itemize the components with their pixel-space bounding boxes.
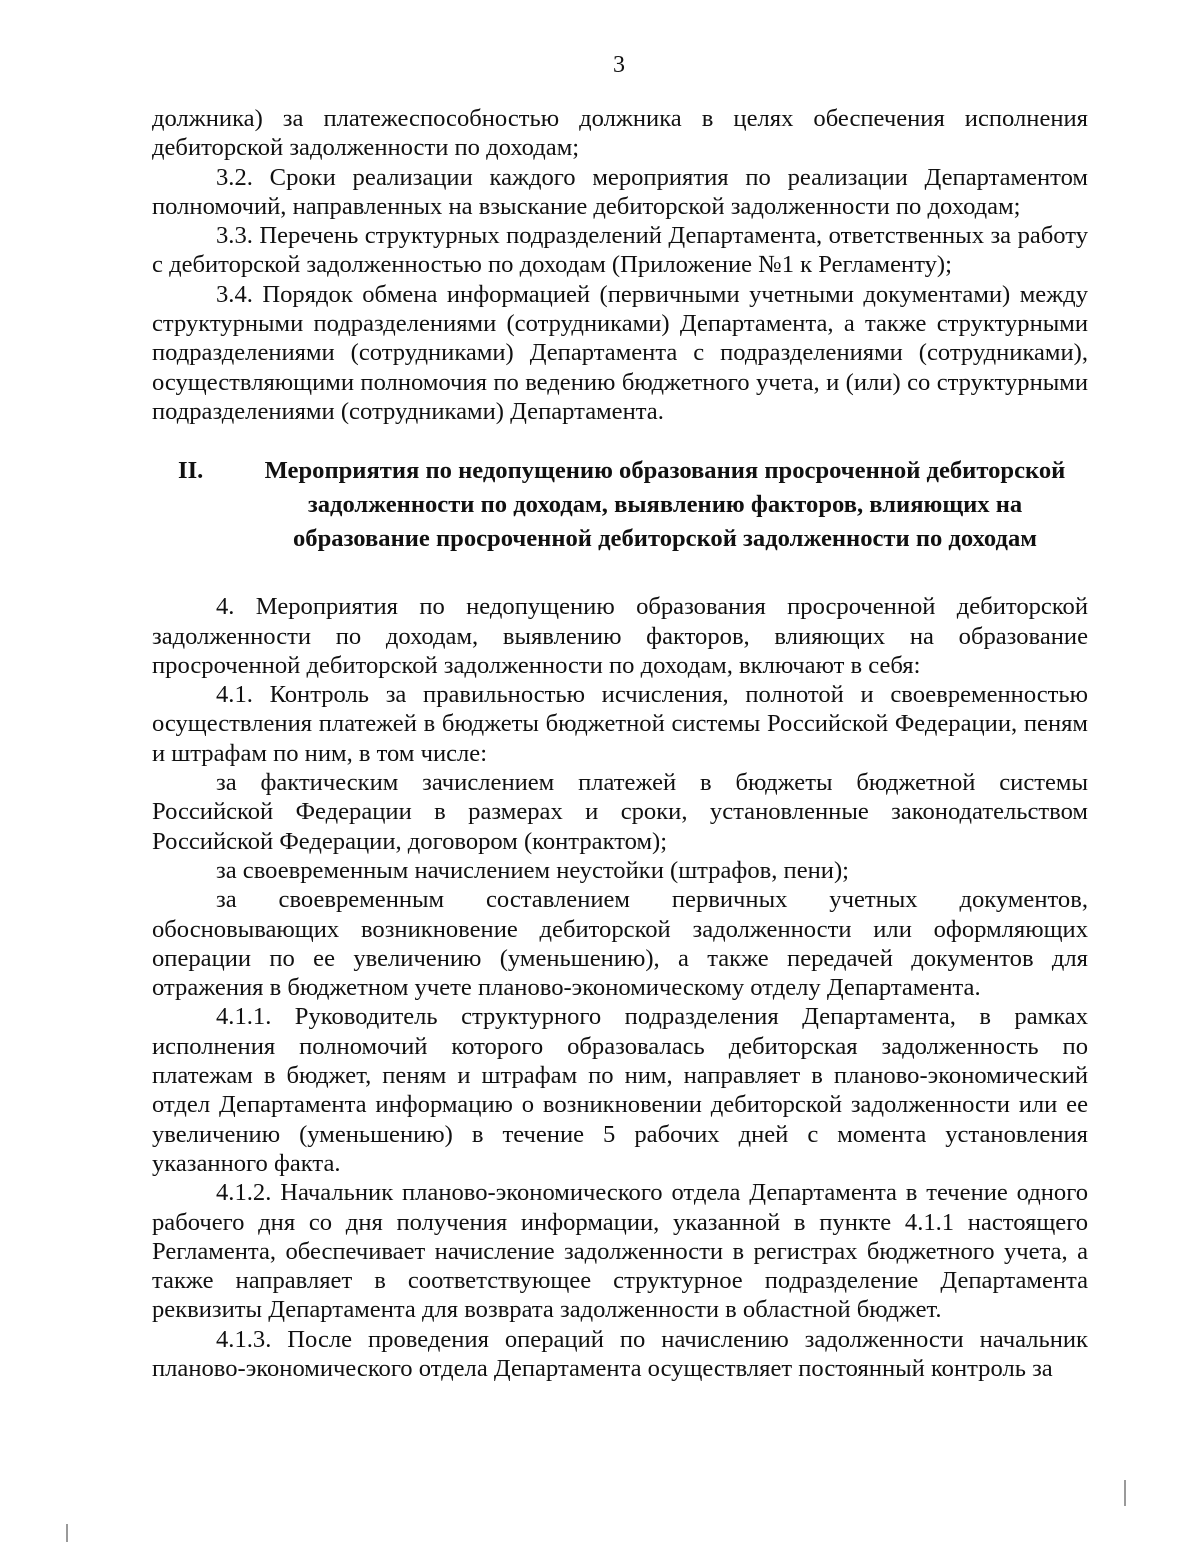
section-heading — [152, 454, 1088, 556]
paragraph: 3.3. Перечень структурных подразделений Департамента, ответственных за работу с дебиторской задолженностью по доходам (Приложение №1 к Регламенту); — [152, 222, 1088, 279]
scan-margin-mark — [66, 1524, 68, 1542]
paragraph: 4.1. Контроль за правильностью исчисления, полнотой и своевременностью осуществления платежей в бюджеты бюджетной системы Российской Федерации, пеням и штрафам по ним, в том числе: — [152, 681, 1088, 767]
document-body — [152, 104, 1088, 1383]
paragraph: 4. Мероприятия по недопущению образования просроченной дебиторской задолженности по доходам, выявлению факторов, влияющих на образование просроченной дебиторской задолженности по доходам, включают в себя: — [152, 593, 1088, 679]
paragraph: за фактическим зачислением платежей в бюджеты бюджетной системы Российской Федерации в размерах и сроки, установленные законодательством Российской Федерации, договором (контрактом); — [152, 769, 1088, 855]
paragraph: 4.1.1. Руководитель структурного подразделения Департамента, в рамках исполнения полномочий которого образовалась дебиторская задолженность по платежам в бюджет, пеням и штрафам по ним, направляет в планово-экономический отдел Департамента информацию о возникновении дебиторской задолженности или ее увеличению (уменьшению) в течение 5 рабочих дней с момента установления указанного факта. — [152, 1003, 1088, 1177]
section-title-line: задолженности по доходам, выявлению факторов, влияющих на — [307, 491, 1023, 519]
section-title — [152, 454, 1088, 556]
paragraph: 3.4. Порядок обмена информацией (первичными учетными документами) между структурными подразделениями (сотрудниками) Департамента, а также структурными подразделениями (сотрудниками) Департамента с подразделениями (сотрудниками), осуществляющими полномочия по ведению бюджетного учета, и (или) со структурными подразделениями (сотрудниками) Департамента. — [152, 280, 1088, 425]
paragraph: за своевременным начислением неустойки (штрафов, пени); — [216, 856, 849, 884]
paragraph: должника) за платежеспособностью должника в целях обеспечения исполнения дебиторской задолженности по доходам; — [152, 105, 1088, 162]
section-title-line: образование просроченной дебиторской задолженности по доходам — [293, 525, 1037, 553]
paragraphs-after-heading — [152, 592, 1088, 1383]
paragraph: 3.2. Сроки реализации каждого мероприятия по реализации Департаментом полномочий, направленных на взыскание дебиторской задолженности по доходам; — [152, 163, 1088, 220]
paragraph: за своевременным составлением первичных учетных документов, обосновывающих возникновение дебиторской задолженности или оформляющих операции по ее увеличению (уменьшению), а также передачей документов для отражения в бюджетном учете планово-экономическому отделу Департамента. — [152, 886, 1088, 1002]
scan-margin-mark — [1124, 1480, 1126, 1506]
paragraph: 4.1.3. После проведения операций по начислению задолженности начальник планово-экономического отдела Департамента осуществляет постоянный контроль за — [152, 1325, 1088, 1382]
page-number: 3 — [613, 52, 625, 78]
section-title-line: Мероприятия по недопущению образования просроченной дебиторской — [264, 457, 1066, 485]
paragraphs-before-heading — [152, 104, 1088, 426]
section-number: II. — [178, 457, 204, 485]
paragraph: 4.1.2. Начальник планово-экономического отдела Департамента в течение одного рабочего дня со дня получения информации, указанной в пункте 4.1.1 настоящего Регламента, обеспечивает начисление задолженности в регистрах бюджетного учета, а также направляет в соответствующее структурное подразделение Департамента реквизиты Департамента для возврата задолженности в областной бюджет. — [152, 1179, 1088, 1324]
